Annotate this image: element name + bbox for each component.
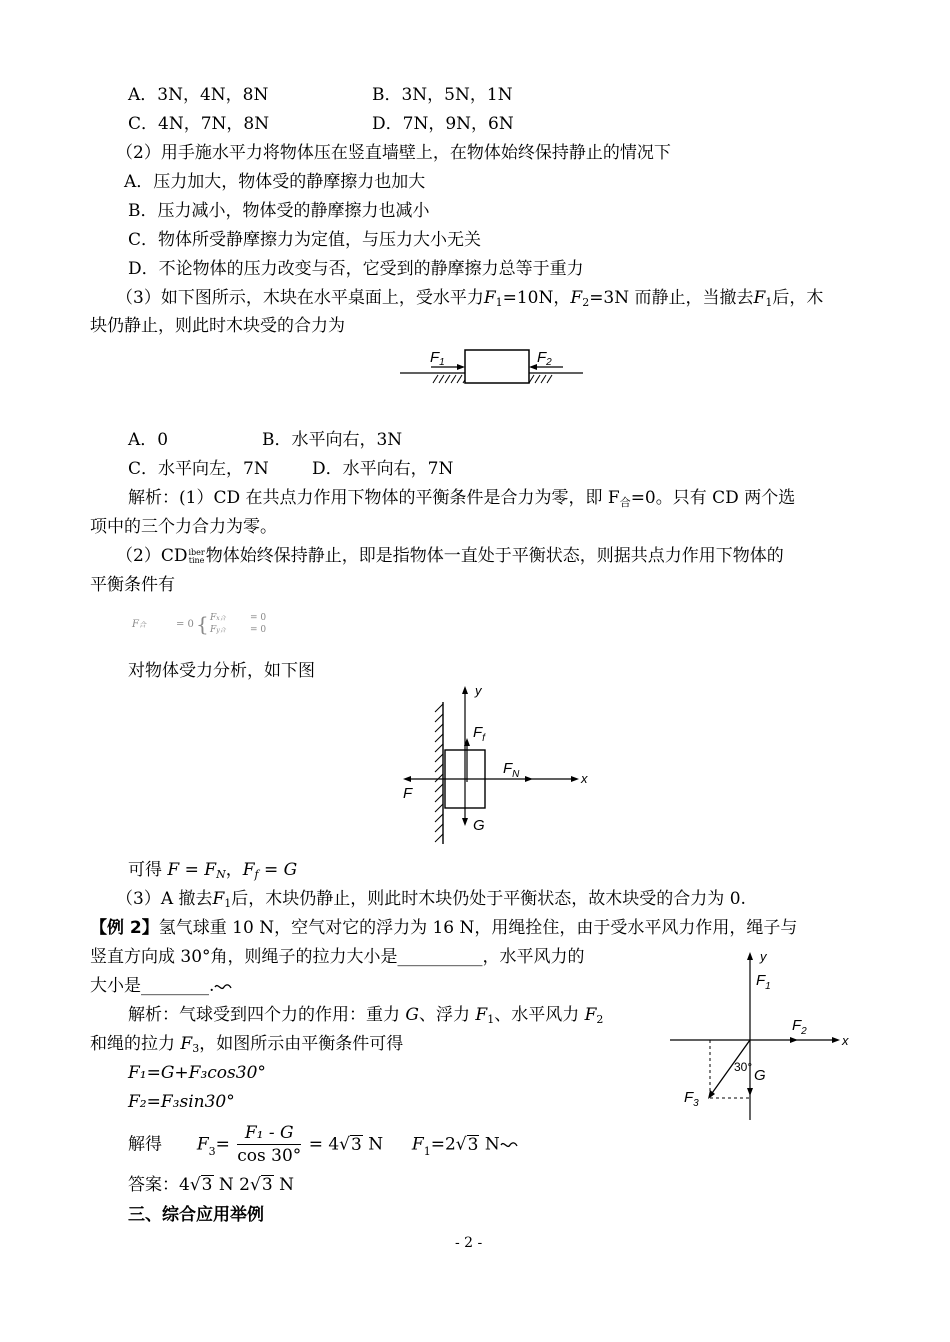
squiggle-icon [214, 981, 232, 993]
ff-label: $F_f$ [473, 724, 485, 744]
x-axis-label: x [581, 771, 588, 786]
example2-line2: 竖直方向成 30°角，则绳子的拉力大小是__________，水平风力的 [90, 947, 585, 967]
q3-stem-line2: 块仍静止，则此时木块受的合力为 [90, 316, 345, 336]
q1-option-b: B．3N，5N，1N [372, 85, 513, 105]
q3-option-d: D．水平向右，7N [312, 459, 454, 479]
f2-arrowhead [790, 1037, 798, 1043]
block-on-table-figure [395, 340, 595, 400]
q3-option-c: C．水平向左，7N [128, 459, 269, 479]
q1-option-c: C．4N，7N，8N [128, 114, 270, 134]
example2-line1: 【例 2】氢气球重 10 N，空气对它的浮力为 16 N，用绳拴住，由于受水平风力作用，绳子与 [90, 918, 798, 938]
analysis-p2-line2: 平衡条件有 [90, 575, 175, 595]
answer-line: 答案：4√3 N 2√3 N [128, 1175, 294, 1195]
page-number: - 2 - [455, 1235, 483, 1251]
equation-f2: F₂=F₃sin30° [128, 1092, 235, 1112]
analysis-p1-line2: 项中的三个力合力为零。 [90, 517, 277, 537]
q2-stem: （2）用手施水平力将物体压在竖直墙壁上，在物体始终保持静止的情况下 [116, 143, 671, 163]
f2-label: $F_2$ [792, 1017, 807, 1037]
wood-block [465, 350, 529, 383]
analysis-p1-line1: 解析：(1）CD 在共点力作用下物体的平衡条件是合力为零，即 $F_合=0$。只有 CD 两个选 [128, 488, 796, 509]
q2-option-c: C．物体所受静摩擦力为定值，与压力大小无关 [128, 230, 482, 250]
analysis-result: 可得 $F = F_N$，$F_f = G$ [128, 860, 298, 881]
f2-label: $F_2$ [537, 349, 552, 368]
q2-option-d: D．不论物体的压力改变与否，它受到的静摩擦力总等于重力 [128, 259, 584, 279]
angle-label: 30° [734, 1060, 753, 1074]
q2-option-b: B．压力减小，物体受的静摩擦力也减小 [128, 201, 430, 221]
analysis-p3: 对物体受力分析，如下图 [128, 661, 315, 681]
balloon-force-figure [668, 948, 858, 1128]
f1-label: $F_1$ [430, 349, 445, 368]
q2-option-a: A．压力加大，物体受的静摩擦力也加大 [124, 172, 426, 192]
q3-option-a: A．0 [128, 430, 169, 450]
f-arrowhead [403, 776, 411, 782]
f3-label: $F_3$ [684, 1089, 699, 1109]
example2-analysis-line1: 解析：气球受到四个力的作用：重力 G、浮力 $F_1$、水平风力 $F_2$ [128, 1005, 604, 1026]
g-arrowhead [747, 1088, 753, 1096]
squiggle-icon [500, 1139, 518, 1151]
fn-arrowhead [525, 776, 533, 782]
q1-option-d: D．7N，9N，6N [372, 114, 514, 134]
fn-label: $F_N$ [503, 760, 520, 780]
y-axis-label: y [475, 683, 482, 698]
q3-option-b: B．水平向右，3N [262, 430, 403, 450]
section-heading: 三、综合应用举例 [128, 1205, 264, 1225]
y-axis-label: y [760, 949, 767, 964]
example2-analysis-line2: 和绳的拉力 $F_3$，如图所示由平衡条件可得 [90, 1034, 404, 1055]
wall-hatching [435, 704, 443, 842]
x-axis-label: x [842, 1033, 849, 1048]
f-label: F [403, 785, 413, 802]
example2-line3: 大小是________. [90, 975, 232, 997]
equation-f1: F₁=G+F₃cos30° [128, 1063, 266, 1083]
wall-force-figure [395, 682, 595, 847]
solve-line: 解得 $F_3=$ $\frac{\text{F₁ - G}}{\cos 30^\circ}$ = 4√3 N $F_1=2√3$ N [128, 1122, 518, 1172]
f1-label: $F_1$ [756, 972, 771, 992]
analysis-p2-line1: （2）CD iber tine 物体始终保持静止，即是指物体一直处于平衡状态，则据共点力作用下物体的 [116, 546, 784, 566]
fraction: $\frac{\text{F₁ - G}}{\cos 30^\circ}$ [237, 1123, 302, 1166]
g-label: G [473, 817, 485, 834]
g-arrowhead [462, 818, 468, 826]
q3-stem-line1: （3）如下图所示，木块在水平桌面上，受水平力$F_1=10N$，$F_2=3N$ 而静止，当撤去$F_1$后，木 [116, 288, 824, 309]
g-label: G [754, 1067, 766, 1084]
q1-option-a: A．3N，4N，8N [128, 85, 269, 105]
analysis-p4: （3）A 撤去$F_1$后，木块仍静止，则此时木块仍处于平衡状态，故木块受的合力为 0. [116, 889, 746, 910]
